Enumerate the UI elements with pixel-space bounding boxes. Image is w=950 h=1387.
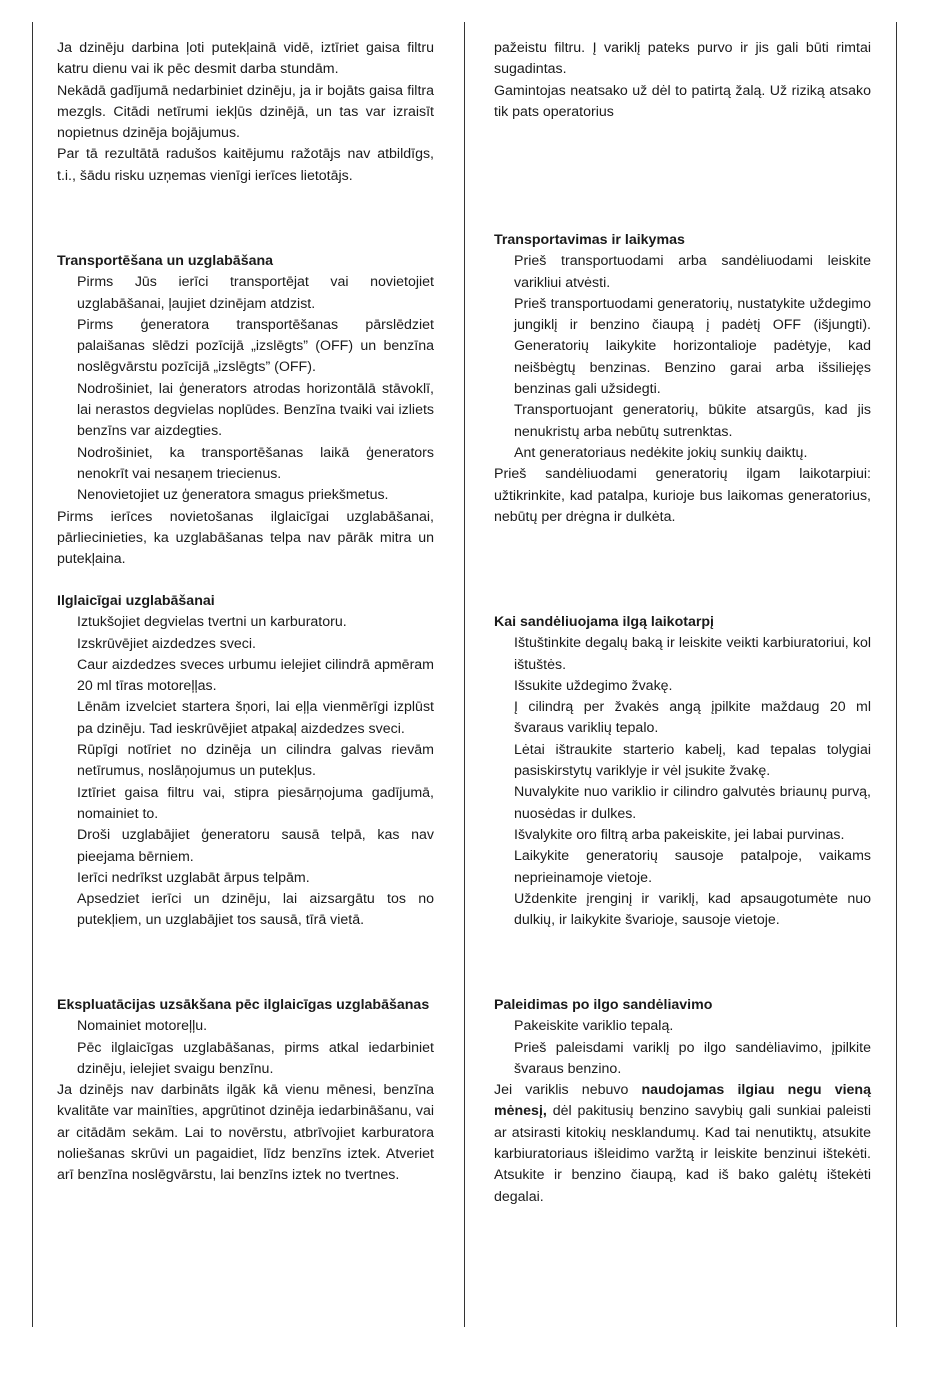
lv-transport-item: Nenovietojiet uz ģeneratora smagus priekšmetus. (77, 487, 389, 504)
lv-restart-section (57, 995, 434, 1187)
lv-longterm-item: Iztukšojiet degvielas tvertni un karburatoru. (77, 614, 347, 631)
lv-transport-section (57, 251, 434, 570)
right-margin-line (896, 22, 897, 1327)
lv-longterm-heading: Ilglaicīgai uzglabāšanai (57, 593, 215, 609)
lv-restart-item: Pēc ilglaicīgas uzglabāšanas, pirms atkal iedarbiniet dzinēju, ielejiet svaigu benzīnu. (77, 1039, 434, 1077)
lv-restart-heading: Ekspluatācijas uzsākšana pēc ilglaicīgas uzglabāšanas (57, 997, 430, 1013)
lt-longterm-item: Laikykite generatorių sausoje patalpoje, vaikams neprieinamoje vietoje. (514, 848, 871, 886)
lv-longterm-item: Droši uzglabājiet ģeneratoru sausā telpā, kas nav pieejama bērniem. (77, 827, 434, 865)
latvian-column (57, 38, 434, 1238)
lv-transport-note: Pirms ierīces novietošanas ilglaicīgai uzglabāšanai, pārliecinieties, ka uzglabāšanas telpa nav pārāk mitra un putekļaina. (57, 508, 434, 568)
lt-restart-note-end: dėl pakitusių benzino savybių gali sunkiai paleisti ar atsirasti kitokių nesklandumų. Kad tai nenutiktų, atsukite karbiuratoriaus išleidimo varžtą ir leiskite benzinui ištekėti. Atsukite ir benzino čiaupą, kad iš bako galėtų ištekėti degalai. (494, 1103, 871, 1205)
lt-longterm-item: Išvalykite oro filtrą arba pakeiskite, jei labai purvinas. (514, 826, 845, 843)
lv-intro-paragraph: Par tā rezultātā radušos kaitējumu ražotājs nav atbildīgs, t.i., šādu risku uzņemas vienīgi ierīces lietotājs. (57, 146, 434, 184)
lv-longterm-item: Apsedziet ierīci un dzinēju, lai aizsargātu tos no putekļiem, un uzglabājiet tos sausā, tīrā vietā. (77, 891, 434, 929)
lt-transport-item: Prieš transportuodami arba sandėliuodami leiskite varikliui atvėsti. (514, 253, 871, 291)
lt-restart-item: Pakeiskite variklio tepalą. (514, 1018, 674, 1035)
lt-longterm-section (494, 612, 871, 931)
column-divider-line (464, 22, 465, 1327)
lt-transport-heading: Transportavimas ir laikymas (494, 232, 685, 248)
lv-transport-heading: Transportēšana un uzglabāšana (57, 253, 274, 269)
lt-transport-item: Transportuojant generatorių, būkite atsargūs, kad jis nenukristų arba nebūtų sutrenktas. (514, 402, 871, 440)
lv-transport-item: Pirms ģeneratora transportēšanas pārslēdziet palaišanas slēdzi pozīcijā „izslēgts” (OFF) un benzīna noslēgvārstu pozīcijā „izslēgts” (OFF). (77, 316, 434, 376)
lt-longterm-heading: Kai sandėliuojama ilgą laikotarpį (494, 614, 714, 630)
lt-intro-section (494, 38, 871, 123)
lv-longterm-item: Iztīriet gaisa filtru vai, stipra piesārņojuma gadījumā, nomainiet to. (77, 784, 434, 822)
lt-restart-heading: Paleidimas po ilgo sandėliavimo (494, 997, 713, 1013)
lv-restart-item: Nomainiet motoreļļu. (77, 1018, 208, 1035)
lv-intro-paragraph: Ja dzinēju darbina ļoti putekļainā vidē, iztīriet gaisa filtru katru dienu vai ik pēc desmit darba stundām. (57, 40, 434, 78)
lv-longterm-section (57, 591, 434, 932)
lt-longterm-item: Uždenkite įrenginį ir variklį, kad apsaugotumėte nuo dulkių, ir laikykite švarioje, sausoje vietoje. (514, 890, 871, 929)
lt-transport-note: Prieš sandėliuodami generatorių ilgam laikotarpiui: užtikrinkite, kad patalpa, kurioje bus laikomas generatorius, nebūtų per drėgna ir dulkėta. (494, 466, 871, 525)
lv-longterm-item: Caur aizdedzes sveces urbumu ielejiet cilindrā apmēram 20 ml tīras motoreļļas. (77, 656, 434, 695)
lv-intro-paragraph: Nekādā gadījumā nedarbiniet dzinēju, ja ir bojāts gaisa filtra mezgls. Citādi netīrumi iekļūs dzinējā, un tas var izraisīt nopietnus dzinēja bojājumus. (57, 82, 434, 142)
left-margin-line (32, 22, 33, 1327)
lv-longterm-item: Rūpīgi notīriet no dzinēja un cilindra galvas rievām netīrumus, noslāņojumus un putekļus. (77, 742, 434, 780)
lv-longterm-item: Lēnām izvelciet startera šņori, lai eļļa vienmērīgi izplūst pa dzinēju. Tad ieskrūvējiet atpakaļ aizdedzes sveci. (77, 699, 434, 737)
lt-longterm-item: Į cilindrą per žvakės angą įpilkite maždaug 20 ml švaraus variklių tepalo. (514, 699, 871, 737)
lt-restart-section (494, 995, 871, 1208)
lithuanian-column (494, 38, 871, 1238)
lv-transport-item: Nodrošiniet, ka transportēšanas laikā ģenerators nenokrīt vai nesaņem triecienus. (77, 444, 434, 482)
lv-transport-item: Pirms Jūs ierīci transportējat vai novietojiet uzglabāšanai, ļaujiet dzinējam atdzist. (77, 274, 434, 312)
lt-transport-item: Ant generatoriaus nedėkite jokių sunkių daiktų. (514, 444, 808, 461)
lv-transport-item: Nodrošiniet, lai ģenerators atrodas horizontālā stāvoklī, lai nerastos degvielas noplūdes. Benzīna tvaiki vai izliets benzīns var aizdegties. (77, 380, 434, 440)
lt-longterm-item: Ištuštinkite degalų baką ir leiskite veikti karbiuratoriui, kol ištuštės. (514, 635, 871, 673)
lt-restart-note-start: Jei variklis nebuvo (494, 1082, 642, 1099)
lt-longterm-item: Lėtai ištraukite starterio kabelį, kad tepalas tolygiai pasiskirstytų variklyje ir vėl įsukite žvakę. (514, 741, 871, 780)
lt-transport-section (494, 230, 871, 528)
lv-intro-section (57, 38, 434, 187)
lv-restart-note: Ja dzinējs nav darbināts ilgāk kā vienu mēnesi, benzīna kvalitāte var mainīties, apgrūtinot dzinēja iedarbināšanu, vai ar citādām sekām. Lai to novērstu, atbrīvojiet karburatora noliešanas skrūvi un pagaidiet, līdz benzīns iztek. Atveriet arī benzīna noslēgvārstu, lai benzīns iztek no tvertnes. (57, 1082, 434, 1184)
lt-longterm-item: Nuvalykite nuo variklio ir cilindro galvutės briaunų purvą, nuosėdas ir dulkes. (514, 784, 871, 822)
lt-restart-item: Prieš paleisdami variklį po ilgo sandėliavimo, įpilkite švaraus benzino. (514, 1039, 871, 1077)
lv-longterm-item: Ierīci nedrīkst uzglabāt ārpus telpām. (77, 869, 310, 886)
lv-longterm-item: Izskrūvējiet aizdedzes sveci. (77, 635, 256, 652)
lt-intro-paragraph: pažeistu filtru. Į variklį pateks purvo ir jis gali būti rimtai sugadintas. (494, 40, 871, 78)
lt-restart-note-emphasis: naudojamas ilgiau negu vieną mėnesį, (494, 1082, 871, 1120)
lt-intro-paragraph: Gamintojas neatsako už dėl to patirtą žalą. Už riziką atsako tik pats operatorius (494, 82, 871, 120)
lt-transport-item: Prieš transportuodami generatorių, nustatykite uždegimo jungiklį ir benzino čiaupą į padėtį OFF (išjungti). Generatorių laikykite horizontalioje padėtyje, kad neišbėgtų benzinas. Benzino garai arba išsiliejęs benzinas gali užsidegti. (514, 295, 871, 398)
lt-longterm-item: Išsukite uždegimo žvakę. (514, 677, 673, 694)
lt-restart-note (494, 1080, 871, 1208)
